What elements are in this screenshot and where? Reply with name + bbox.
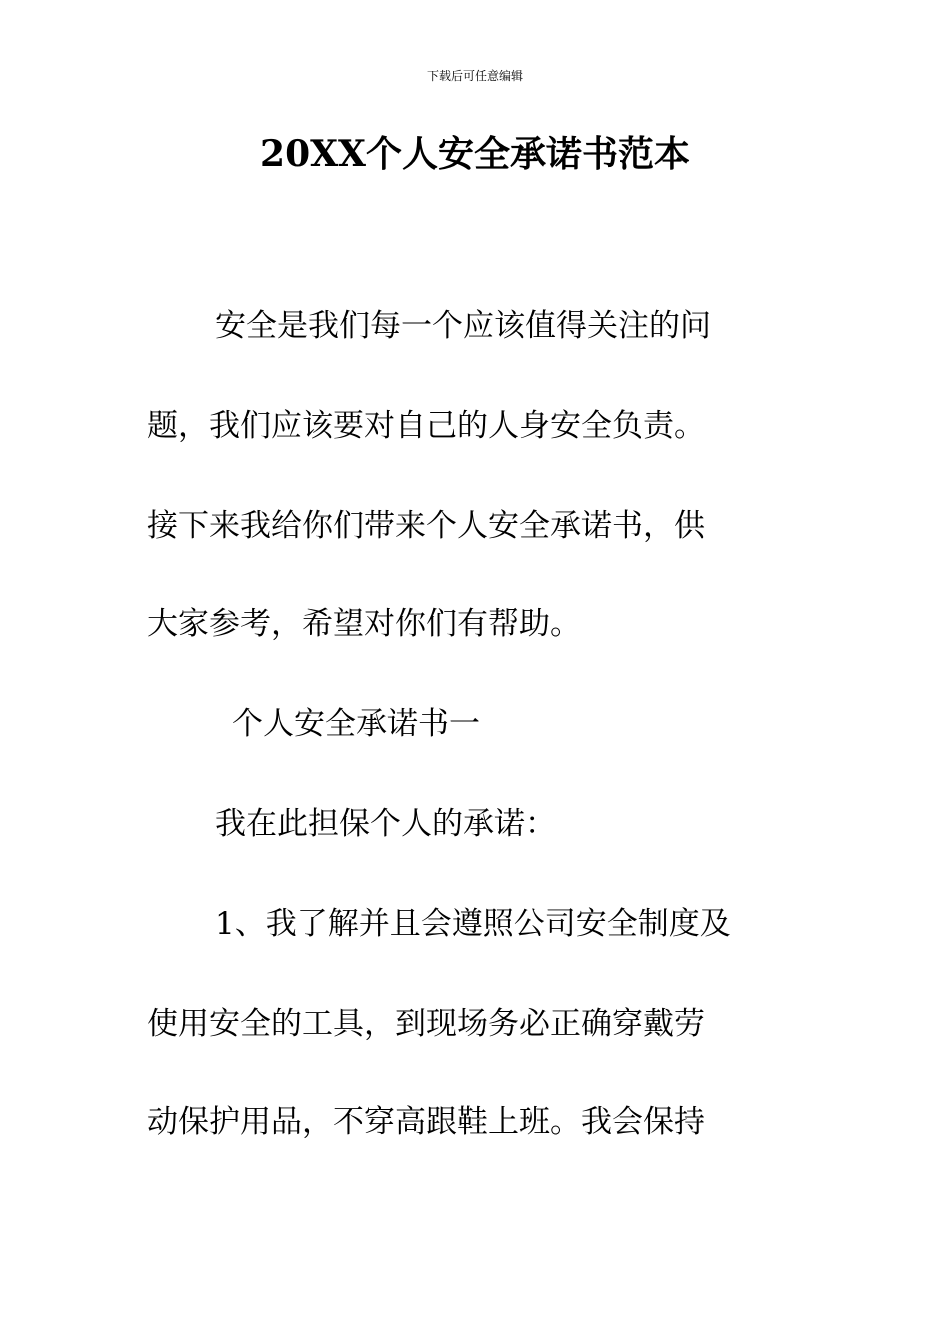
body-line: 1、我了解并且会遵照公司安全制度及 [215, 906, 731, 942]
body-line: 接下来我给你们带来个人安全承诺书，供 [147, 508, 705, 544]
body-line: 大家参考，希望对你们有帮助。 [147, 606, 581, 642]
body-line: 题，我们应该要对自己的人身安全负责。 [147, 408, 705, 444]
body-line: 使用安全的工具，到现场务必正确穿戴劳 [147, 1006, 705, 1042]
header-note: 下载后可任意编辑 [426, 69, 523, 83]
body-line: 安全是我们每一个应该值得关注的问 [215, 308, 711, 344]
body-line: 动保护用品，不穿高跟鞋上班。我会保持 [147, 1104, 705, 1140]
section-heading: 个人安全承诺书一 [232, 706, 480, 742]
document-title: 20XX个人安全承诺书范本 [260, 133, 690, 175]
body-line: 我在此担保个人的承诺： [215, 806, 556, 842]
